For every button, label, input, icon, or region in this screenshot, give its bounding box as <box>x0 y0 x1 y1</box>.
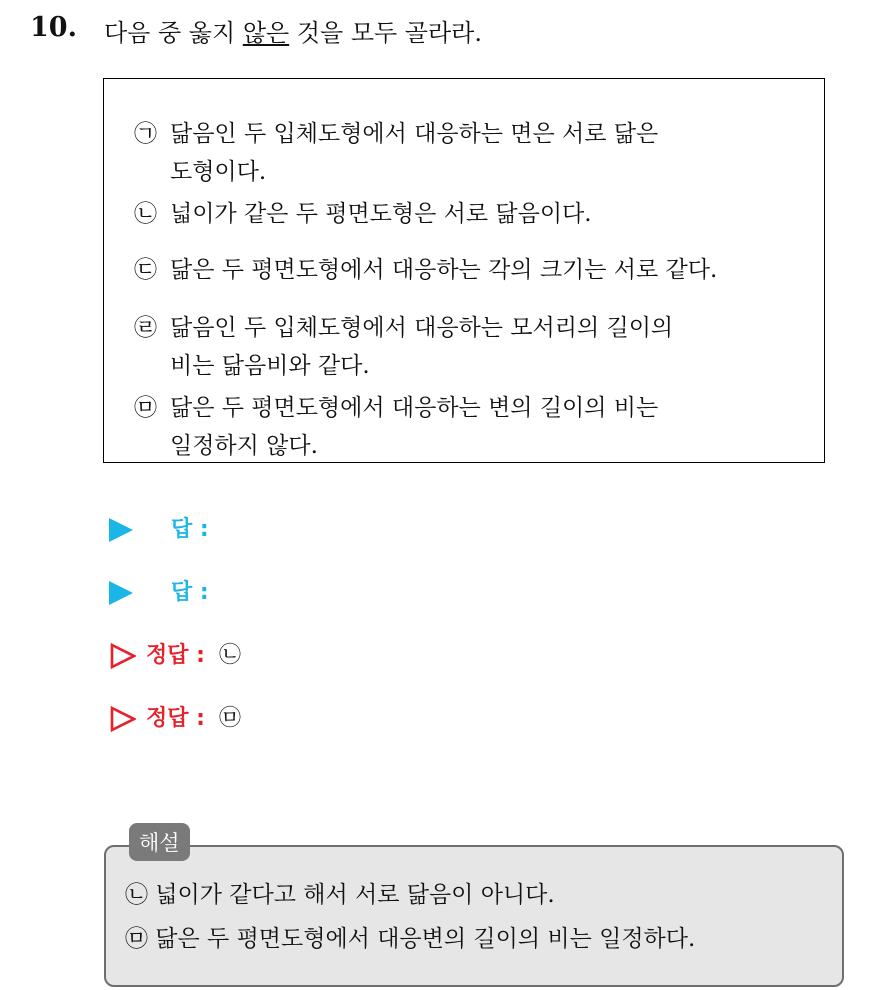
choice-line2: 일정하지 않다. <box>170 433 318 459</box>
choice-4 <box>134 309 673 385</box>
choice-line1: 닮음인 두 입체도형에서 대응하는 모서리의 길이의 <box>170 315 674 341</box>
choice-line1: 닮은 두 평면도형에서 대응하는 변의 길이의 비는 <box>170 395 659 421</box>
choice-mark: ㉠ <box>134 121 157 147</box>
choices-box <box>103 78 825 463</box>
choice-line1: 넓이가 같은 두 평면도형은 서로 닮음이다. <box>170 201 592 227</box>
question-text <box>104 13 482 48</box>
question-text-emphasis: 않은 <box>242 19 290 47</box>
explanation-line-1: ㉡ 넓이가 같다고 해서 서로 닮음이 아니다. <box>125 882 555 908</box>
answer-blank-2 <box>109 575 209 606</box>
correct-answer-label: 정답 : <box>146 643 205 668</box>
choice-2 <box>134 195 592 233</box>
play-triangle-icon <box>109 518 133 542</box>
explanation-box <box>104 845 844 987</box>
choice-mark: ㉣ <box>134 315 157 341</box>
answer-blank-1 <box>109 512 209 543</box>
choice-1 <box>134 115 658 191</box>
answer-label: 답 : <box>171 517 209 542</box>
correct-answer-value: ㉡ <box>218 643 241 668</box>
question-text-before: 다음 중 옳지 <box>104 19 243 47</box>
explanation-line-2: ㉤ 닮은 두 평면도형에서 대응변의 길이의 비는 일정하다. <box>125 926 696 952</box>
play-triangle-icon <box>109 581 133 605</box>
choice-line2: 도형이다. <box>170 159 267 185</box>
choice-line2: 비는 닮음비와 같다. <box>170 353 370 379</box>
choice-mark: ㉢ <box>134 257 157 283</box>
explanation-tag: 해설 <box>129 823 190 861</box>
choice-line1: 닮은 두 평면도형에서 대응하는 각의 크기는 서로 같다. <box>170 257 718 283</box>
question-number: 10. <box>30 12 77 43</box>
correct-answer-2 <box>110 701 241 732</box>
choice-3 <box>134 251 717 289</box>
correct-answer-value: ㉤ <box>218 706 241 731</box>
choice-mark: ㉤ <box>134 395 157 421</box>
correct-answer-label: 정답 : <box>146 706 205 731</box>
answer-label: 답 : <box>171 580 209 605</box>
choice-line1: 닮음인 두 입체도형에서 대응하는 면은 서로 닮은 <box>170 121 659 147</box>
outline-triangle-icon <box>110 706 136 732</box>
correct-answer-1 <box>110 638 241 669</box>
choice-mark: ㉡ <box>134 201 157 227</box>
choice-5 <box>134 389 658 465</box>
question-text-after: 것을 모두 골라라. <box>289 19 482 47</box>
outline-triangle-icon <box>110 643 136 669</box>
